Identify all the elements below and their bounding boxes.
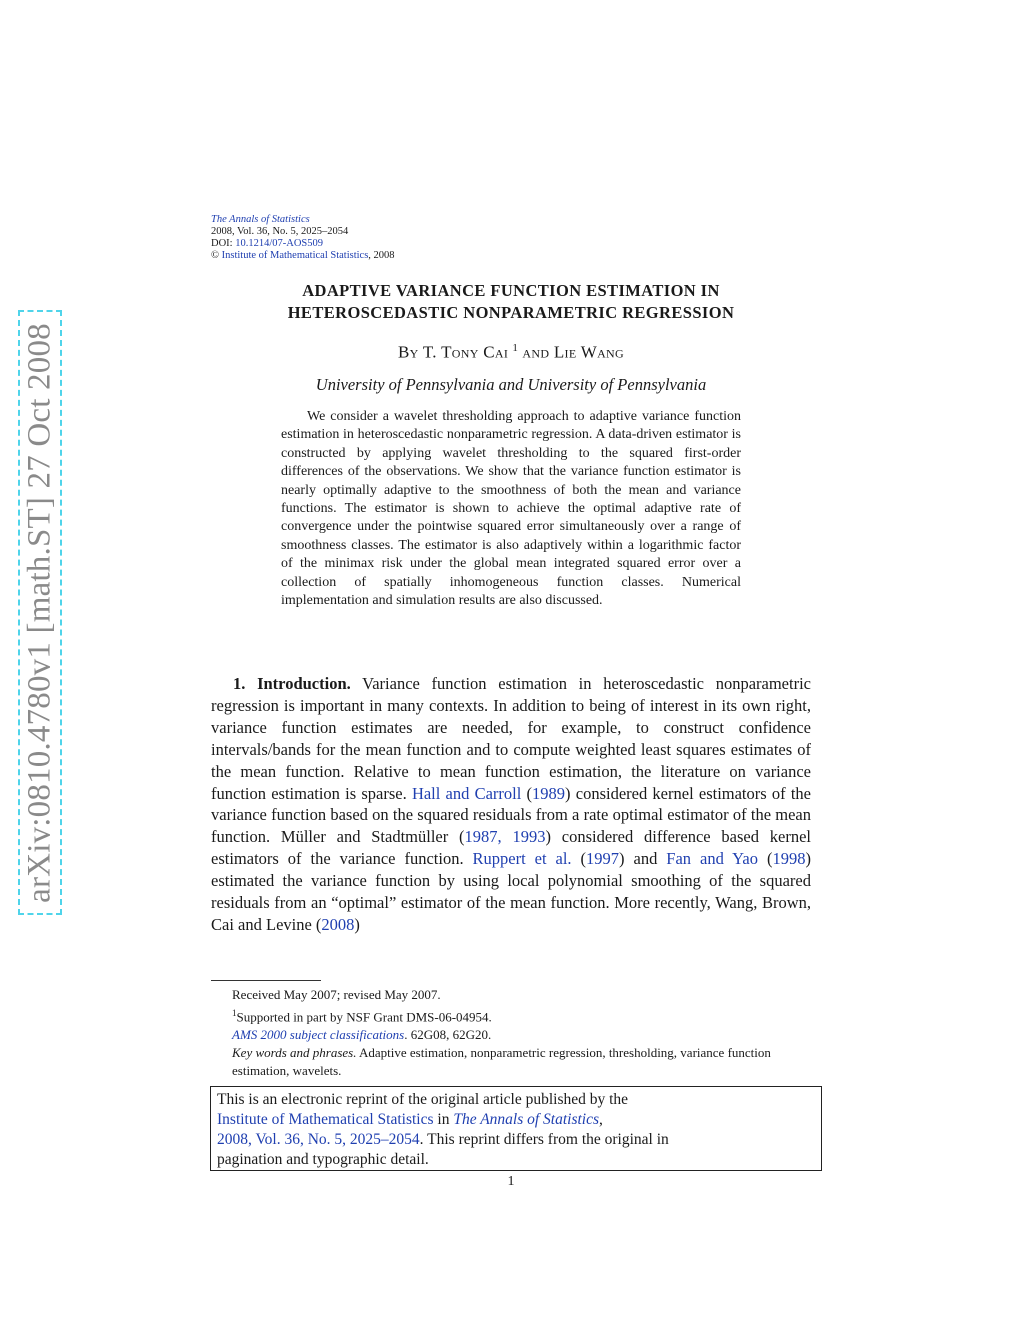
ref-fan-yao[interactable]: Fan and Yao xyxy=(666,849,759,869)
copyright-icon: © xyxy=(211,250,219,261)
ref-muller-years[interactable]: 1987, 1993 xyxy=(464,827,546,847)
intro-text: ) estimated the variance function by using local polynomial smoothing of the squared residuals from an “optimal” estimator of the mean function. More recently, Wang, Brown, Cai and Levine ( xyxy=(211,849,811,934)
ams-codes: . 62G08, 62G20. xyxy=(404,1027,492,1043)
affiliation: University of Pennsylvania and University of Pennsylvania xyxy=(315,375,707,394)
ref-hall-carroll[interactable]: Hall and Carroll xyxy=(411,783,522,803)
footnotes xyxy=(211,986,811,1080)
introduction-paragraph xyxy=(211,673,811,936)
reprint-comma: , xyxy=(599,1111,603,1128)
arxiv-stamp xyxy=(18,310,62,915)
ams-line xyxy=(211,1026,811,1044)
abstract: We consider a wavelet thresholding approach to adaptive variance function estimation in heteroscedastic nonparametric regression. A data-driven estimator is constructed by applying wavelet thresholding to the squared first-order differences of the observations. We show that the variance function estimator is nearly optimally adaptive to the smoothness of both the mean and variance functions. The estimator is shown to achieve the optimal adaptive rate of convergence under the pointwise squared error simultaneously over a range of smoothness classes. The estimator is also adaptively within a logarithmic factor of the minimax risk under the global mean integrated squared error over a collection of spatially inhomogeneous function classes. Numerical implementation and simulation results are also discussed. xyxy=(281,409,741,609)
intro-text: ) considered difference based kernel estimators of the variance function. xyxy=(211,827,812,869)
intro-text: ) and xyxy=(619,849,667,869)
intro-text: ( xyxy=(571,849,587,869)
authors xyxy=(211,342,811,363)
copyright-line xyxy=(211,250,395,262)
doi-line xyxy=(211,238,395,250)
support-line xyxy=(211,1004,811,1026)
reprint-in: in xyxy=(433,1111,454,1128)
title-line-1: ADAPTIVE VARIANCE FUNCTION ESTIMATION IN xyxy=(302,281,720,300)
ref-fan-yao-year[interactable]: 1998 xyxy=(772,849,806,869)
support-footnote-mark: 1 xyxy=(232,1008,237,1018)
paper-title xyxy=(211,280,811,324)
publisher-link[interactable]: Institute of Mathematical Statistics xyxy=(221,250,369,261)
copyright-year: , 2008 xyxy=(368,250,395,261)
journal-header xyxy=(211,214,395,262)
reprint-notice xyxy=(210,1086,822,1171)
keywords-text: Adaptive estimation, nonparametric regression, thresholding, variance function estimation, wavelets. xyxy=(232,1045,771,1079)
intro-text: ( xyxy=(521,783,533,803)
reprint-publisher-link[interactable]: Institute of Mathematical Statistics xyxy=(217,1111,434,1128)
reprint-line-3 xyxy=(217,1130,815,1150)
ams-classification-link[interactable]: AMS 2000 subject classifications xyxy=(232,1027,405,1043)
ref-ruppert-year[interactable]: 1997 xyxy=(586,849,620,869)
arxiv-stamp-text: arXiv:0810.4780v1 [math.ST] 27 Oct 2008 xyxy=(21,322,58,903)
support-text: Supported in part by NSF Grant DMS-06-04954. xyxy=(236,1009,492,1025)
author-wang: and Lie Wang xyxy=(517,342,624,362)
intro-text: ) considered kernel estimators of the variance function based on the squared residuals from a rate optimal estimator of the mean function. Müller and Stadtmüller ( xyxy=(211,783,812,847)
ref-hall-carroll-year[interactable]: 1989 xyxy=(532,783,566,803)
journal-volume-line: 2008, Vol. 36, No. 5, 2025–2054 xyxy=(211,226,349,237)
journal-name-link[interactable]: The Annals of Statistics xyxy=(211,214,310,225)
received-line: Received May 2007; revised May 2007. xyxy=(232,987,441,1002)
ref-ruppert[interactable]: Ruppert et al. xyxy=(472,849,572,869)
doi-link[interactable]: 10.1214/07-AOS509 xyxy=(235,238,324,249)
footnote-rule xyxy=(211,980,321,981)
reprint-line-2 xyxy=(217,1110,815,1130)
intro-text: ( xyxy=(758,849,773,869)
intro-text: ) xyxy=(354,914,360,934)
keywords-label: Key words and phrases. xyxy=(232,1045,357,1061)
section-heading: 1. Introduction. xyxy=(233,674,351,693)
reprint-line-1: This is an electronic reprint of the original article published by the xyxy=(217,1091,629,1108)
reprint-line-4: pagination and typographic detail. xyxy=(217,1151,429,1168)
reprint-volume-link[interactable]: 2008, Vol. 36, No. 5, 2025–2054 xyxy=(217,1131,420,1148)
intro-text: Variance function estimation in heteroscedastic nonparametric regression is important in many contexts. In addition to being of interest in its own right, variance function estimates are needed, for example, to construct confidence intervals/bands for the mean function and to compute weighted least squares estimates of the mean function. Relative to mean function estimation, the literature on variance function estimation is sparse. xyxy=(211,674,811,803)
keywords-line xyxy=(211,1044,811,1080)
reprint-journal-link[interactable]: The Annals of Statistics xyxy=(453,1111,600,1128)
reprint-rest: . This reprint differs from the original in xyxy=(419,1131,669,1148)
ref-wang-year[interactable]: 2008 xyxy=(321,914,355,934)
author-footnote-mark: 1 xyxy=(512,342,518,354)
page-number: 1 xyxy=(507,1174,515,1189)
author-cai: By T. Tony Cai xyxy=(398,342,509,362)
doi-label: DOI: xyxy=(211,238,236,249)
title-line-2: HETEROSCEDASTIC NONPARAMETRIC REGRESSION xyxy=(287,303,735,322)
